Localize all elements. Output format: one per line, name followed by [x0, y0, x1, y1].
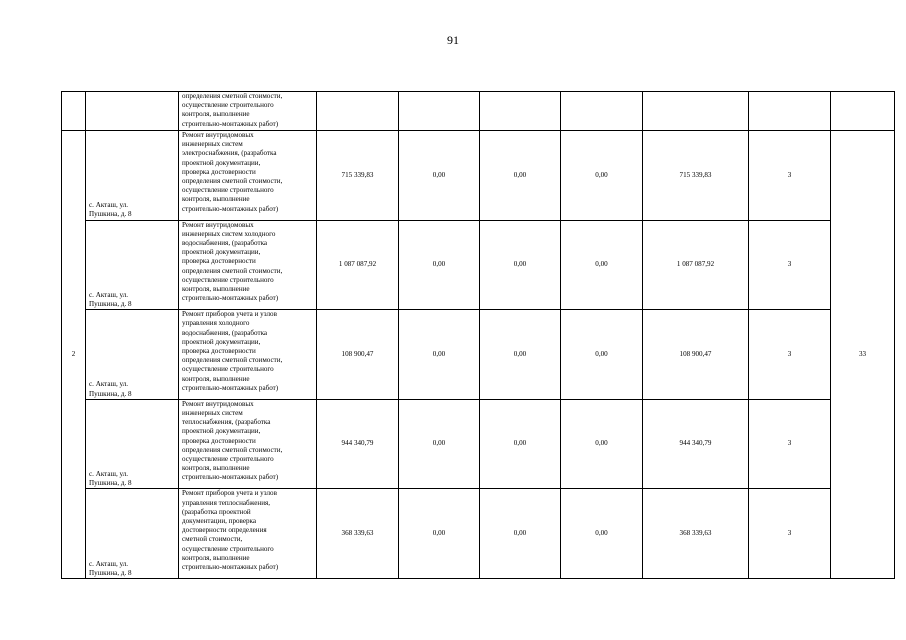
description-line: контроля, выполнение — [182, 374, 250, 383]
address-line: Пушкина, д. 8 — [89, 479, 132, 488]
table-row — [62, 310, 895, 400]
description-line: управления теплоснабжения, — [182, 498, 271, 507]
address-cell — [86, 310, 179, 400]
description-line: проектной документации, — [182, 158, 261, 167]
cont-desc-line: осуществление строительного — [182, 101, 274, 110]
address-cell — [86, 220, 179, 310]
address-line: Пушкина, д. 8 — [89, 568, 132, 577]
description-line: Ремонт внутридомовых — [182, 131, 254, 139]
description-line: сметной стоимости, — [182, 535, 243, 544]
page-number: 91 — [447, 33, 459, 47]
cont-desc-line: строительно-монтажных работ) — [182, 119, 279, 128]
description-line: контроля, выполнение — [182, 285, 250, 294]
description-line: строительно-монтажных работ) — [182, 204, 279, 213]
group-number-cell: 2 — [62, 131, 86, 579]
table-row — [62, 399, 895, 489]
description-line: строительно-монтажных работ) — [182, 383, 279, 392]
total-cost-cell: 1 087 087,92 — [643, 220, 749, 310]
value-cell: 0,00 — [399, 220, 480, 310]
description-line: строительно-монтажных работ) — [182, 563, 279, 571]
description-cell — [179, 310, 317, 400]
address-cell — [86, 399, 179, 489]
description-line: проектной документации, — [182, 248, 261, 257]
table-row — [62, 131, 895, 221]
address-line: Пушкина, д. 8 — [89, 299, 132, 308]
cont-cell — [480, 92, 561, 131]
cost-cell: 368 339,63 — [317, 489, 399, 579]
value-cell: 0,00 — [399, 399, 480, 489]
group-total-cell: 33 — [831, 131, 895, 579]
value-cell: 0,00 — [561, 489, 643, 579]
description-line: проектной документации, — [182, 427, 261, 436]
description-line: проверка достоверности — [182, 257, 256, 266]
address-line: с. Акташ, ул. — [89, 290, 129, 299]
description-line: документации, проверка — [182, 516, 257, 525]
description-line: инженерных систем — [182, 408, 243, 417]
description-line: определения сметной стоимости, — [182, 445, 283, 454]
description-line: контроля, выполнение — [182, 464, 250, 473]
address-line: Пушкина, д. 8 — [89, 210, 132, 219]
description-line: осуществление строительного — [182, 186, 274, 195]
address-line: с. Акташ, ул. — [89, 469, 129, 478]
cost-cell: 944 340,79 — [317, 399, 399, 489]
value-cell: 0,00 — [561, 310, 643, 400]
address-cell — [86, 489, 179, 579]
description-line: водоснабжения, (разработка — [182, 239, 268, 247]
description-line: проверка достоверности — [182, 436, 256, 445]
cont-cell — [399, 92, 480, 131]
description-line: проверка достоверности — [182, 167, 256, 176]
description-line: контроля, выполнение — [182, 553, 250, 562]
description-line: Ремонт внутридомовых — [182, 220, 254, 229]
value-cell: 0,00 — [399, 310, 480, 400]
address-line: Пушкина, д. 8 — [89, 389, 132, 398]
cont-description-cell — [179, 92, 317, 131]
cont-cell — [561, 92, 643, 131]
description-line: определения сметной стоимости, — [182, 356, 283, 365]
table-row — [62, 489, 895, 579]
value-cell: 0,00 — [480, 310, 561, 400]
total-cost-cell: 368 339,63 — [643, 489, 749, 579]
description-line: Ремонт внутридомовых — [182, 399, 254, 408]
description-line: инженерных систем — [182, 140, 243, 149]
cont-desc-line: контроля, выполнение — [182, 110, 250, 119]
description-line: управления холодного — [182, 319, 250, 328]
cont-cost-cell — [317, 92, 399, 131]
table-row — [62, 220, 895, 310]
value-cell: 0,00 — [561, 399, 643, 489]
address-line: с. Акташ, ул. — [89, 380, 129, 389]
value-cell: 0,00 — [561, 220, 643, 310]
description-line: определения сметной стоимости, — [182, 177, 283, 186]
count-cell: 3 — [749, 220, 831, 310]
cont-cell — [749, 92, 831, 131]
value-cell: 0,00 — [480, 220, 561, 310]
cont-address-cell — [86, 92, 179, 131]
cont-desc-line: определения сметной стоимости, — [182, 92, 283, 100]
address-line: с. Акташ, ул. — [89, 559, 129, 568]
description-line: инженерных систем холодного — [182, 229, 276, 238]
description-line: строительно-монтажных работ) — [182, 473, 279, 482]
description-line: достоверности определения — [182, 526, 267, 535]
description-line: контроля, выполнение — [182, 195, 250, 204]
description-line: осуществление строительного — [182, 455, 274, 463]
description-line: осуществление строительного — [182, 275, 274, 284]
value-cell: 0,00 — [480, 131, 561, 221]
count-cell: 3 — [749, 399, 831, 489]
description-cell — [179, 220, 317, 310]
description-line: проектной документации, — [182, 337, 261, 346]
value-cell: 0,00 — [561, 131, 643, 221]
total-cost-cell: 108 900,47 — [643, 310, 749, 400]
cont-cell — [831, 92, 895, 131]
description-line: Ремонт приборов учета и узлов — [182, 310, 277, 319]
description-line: электроснабжения, (разработка — [182, 149, 277, 158]
value-cell: 0,00 — [480, 399, 561, 489]
count-cell: 3 — [749, 489, 831, 579]
description-cell — [179, 399, 317, 489]
cost-cell: 1 087 087,92 — [317, 220, 399, 310]
description-cell — [179, 131, 317, 221]
total-cost-cell: 944 340,79 — [643, 399, 749, 489]
value-cell: 0,00 — [480, 489, 561, 579]
description-line: определения сметной стоимости, — [182, 266, 283, 275]
cont-cell — [643, 92, 749, 131]
description-line: осуществление строительного — [182, 544, 274, 553]
continuation-row — [62, 92, 895, 131]
address-cell — [86, 131, 179, 221]
description-line: теплоснабжения, (разработка — [182, 418, 271, 427]
cost-cell: 715 339,83 — [317, 131, 399, 221]
description-line: проверка достоверности — [182, 347, 256, 355]
value-cell: 0,00 — [399, 131, 480, 221]
count-cell: 3 — [749, 131, 831, 221]
description-line: строительно-монтажных работ) — [182, 294, 279, 303]
total-cost-cell: 715 339,83 — [643, 131, 749, 221]
description-line: водоснабжения, (разработка — [182, 328, 268, 337]
cost-cell: 108 900,47 — [317, 310, 399, 400]
description-cell — [179, 489, 317, 579]
repair-table — [61, 91, 895, 579]
count-cell: 3 — [749, 310, 831, 400]
value-cell: 0,00 — [399, 489, 480, 579]
cont-num-cell — [62, 92, 86, 131]
description-line: осуществление строительного — [182, 365, 274, 374]
description-line: (разработка проектной — [182, 507, 251, 516]
description-line: Ремонт приборов учета и узлов — [182, 489, 277, 498]
address-line: с. Акташ, ул. — [89, 201, 129, 210]
